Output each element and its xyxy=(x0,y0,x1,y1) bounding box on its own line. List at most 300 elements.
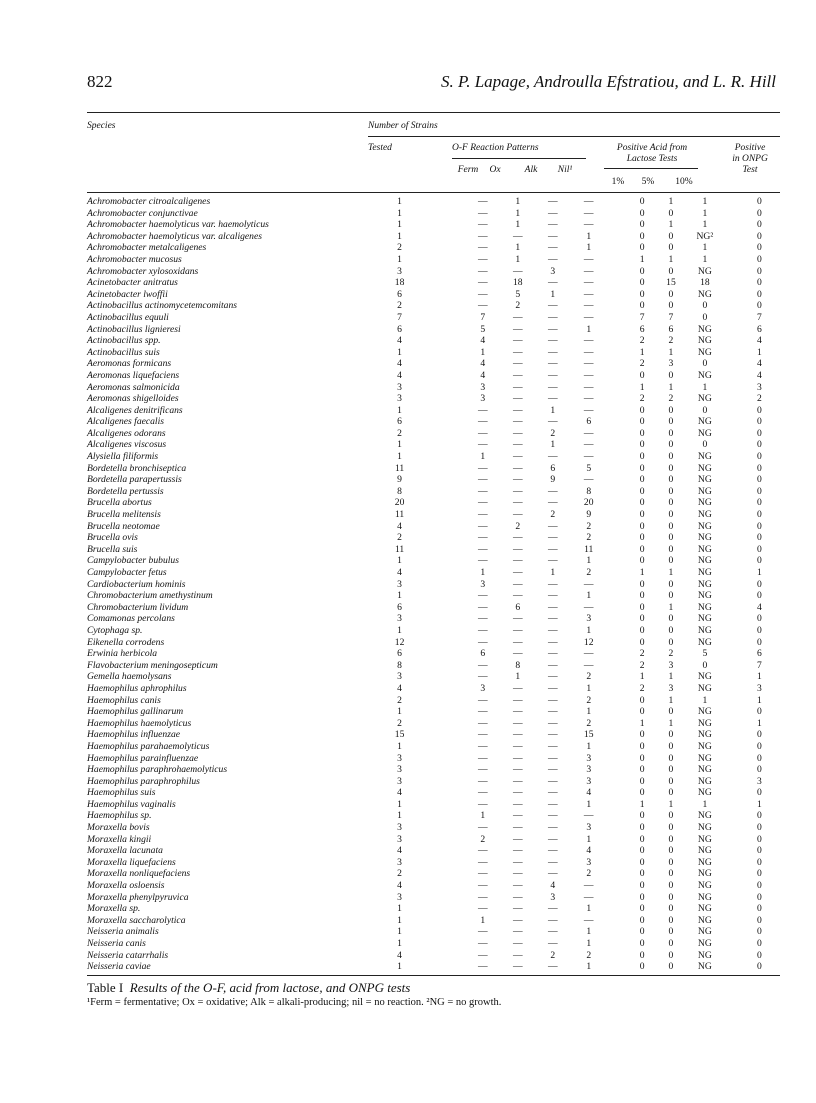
table-row xyxy=(87,509,780,521)
ox-value: — xyxy=(512,509,523,521)
tested-count: 3 xyxy=(397,578,402,590)
nil-value: — xyxy=(583,427,594,439)
onpg-value: 0 xyxy=(756,740,762,752)
acid-1pct: 0 xyxy=(639,416,645,428)
header-pct10: 10% xyxy=(675,177,693,187)
ferm-value: — xyxy=(478,416,488,428)
acid-1pct: 0 xyxy=(639,509,645,521)
onpg-value: 0 xyxy=(756,300,762,312)
acid-10pct: NG xyxy=(697,880,712,892)
species-name: Haemophilus parahaemolyticus xyxy=(87,740,210,752)
onpg-value: 0 xyxy=(756,949,762,961)
acid-10pct: 0 xyxy=(702,439,708,451)
header-bottom-rule xyxy=(87,192,780,193)
nil-value: — xyxy=(583,914,594,926)
ferm-value: — xyxy=(478,300,488,312)
acid-5pct: 0 xyxy=(668,485,674,497)
alk-value: 2 xyxy=(550,949,556,961)
onpg-value: 0 xyxy=(756,729,762,741)
ox-value: — xyxy=(512,914,523,926)
acid-5pct: 0 xyxy=(668,740,674,752)
table-row xyxy=(87,266,780,278)
species-name: Bordetella bronchiseptica xyxy=(87,462,187,474)
species-name: Moraxella sp. xyxy=(87,903,141,915)
nil-value: — xyxy=(583,891,594,903)
tested-count: 6 xyxy=(397,288,402,300)
onpg-value: 1 xyxy=(756,346,762,358)
acid-5pct: 0 xyxy=(668,926,674,938)
ox-value: — xyxy=(512,230,523,242)
ox-value: — xyxy=(512,648,523,660)
table-row xyxy=(87,579,780,591)
table-row xyxy=(87,590,780,602)
ferm-value: 4 xyxy=(480,358,486,370)
species-name: Alysiella filiformis xyxy=(87,451,159,463)
nil-value: 1 xyxy=(586,833,592,845)
ferm-value: — xyxy=(478,288,488,300)
ferm-value: — xyxy=(478,590,488,602)
tested-count: 1 xyxy=(397,404,402,416)
ox-value: — xyxy=(512,613,523,625)
table-row xyxy=(87,555,780,567)
tested-count: 1 xyxy=(397,740,402,752)
nil-value: 2 xyxy=(586,949,592,961)
alk-value: — xyxy=(547,369,558,381)
species-name: Haemophilus canis xyxy=(87,694,161,706)
acid-1pct: 0 xyxy=(639,833,645,845)
ox-value: — xyxy=(512,427,523,439)
ferm-value: — xyxy=(478,671,488,683)
onpg-value: 0 xyxy=(756,914,762,926)
onpg-value: 0 xyxy=(756,427,762,439)
acid-5pct: 1 xyxy=(668,196,674,207)
ferm-value: — xyxy=(478,775,488,787)
onpg-value: 0 xyxy=(756,891,762,903)
acid-1pct: 1 xyxy=(639,346,645,358)
ferm-value: — xyxy=(478,497,488,509)
table-row xyxy=(87,776,780,788)
table-row xyxy=(87,822,780,834)
acid-1pct: 1 xyxy=(639,671,645,683)
ox-value: — xyxy=(512,868,523,880)
acid-1pct: 2 xyxy=(639,335,645,347)
acid-1pct: 0 xyxy=(639,601,645,613)
species-name: Haemophilus paraphrohaemolyticus xyxy=(87,764,228,776)
species-name: Aeromonas formicans xyxy=(87,358,172,370)
nil-value: 1 xyxy=(586,926,592,938)
alk-value: — xyxy=(547,590,558,602)
tested-count: 3 xyxy=(397,822,402,834)
nil-value: — xyxy=(583,358,594,370)
species-name: Acinetobacter lwoffii xyxy=(87,288,168,300)
table-row xyxy=(87,637,780,649)
header-onpg-line2: in ONPG xyxy=(732,154,768,164)
acid-5pct: 0 xyxy=(668,856,674,868)
species-name: Aeromonas liquefaciens xyxy=(87,369,180,381)
acid-1pct: 0 xyxy=(639,242,645,254)
alk-value: — xyxy=(547,242,558,254)
header-species: Species xyxy=(87,121,116,131)
alk-value: — xyxy=(547,648,558,660)
species-name: Moraxella phenylpyruvica xyxy=(87,891,189,903)
acid-10pct: NG xyxy=(697,624,712,636)
acid-1pct: 2 xyxy=(639,659,645,671)
alk-value: — xyxy=(547,775,558,787)
nil-value: — xyxy=(583,381,594,393)
onpg-value: 4 xyxy=(756,358,762,370)
acid-5pct: 1 xyxy=(668,717,674,729)
nil-value: — xyxy=(583,659,594,671)
acid-5pct: 3 xyxy=(668,358,674,370)
acid-10pct: NG xyxy=(697,509,712,521)
species-name: Haemophilus paraphrophilus xyxy=(87,775,200,787)
ox-value: — xyxy=(512,381,523,393)
acid-10pct: NG xyxy=(697,613,712,625)
table-row xyxy=(87,300,780,312)
header-pct5: 5% xyxy=(641,177,655,187)
tested-count: 4 xyxy=(397,787,402,799)
alk-value: — xyxy=(547,659,558,671)
acid-1pct: 0 xyxy=(639,427,645,439)
acid-10pct: 0 xyxy=(702,300,708,312)
alk-value: — xyxy=(547,532,558,544)
nil-value: — xyxy=(583,300,594,312)
acid-10pct: NG xyxy=(697,590,712,602)
table-row xyxy=(87,254,780,266)
acid-5pct: 0 xyxy=(668,903,674,915)
alk-value: — xyxy=(547,277,558,289)
acid-5pct: 0 xyxy=(668,752,674,764)
alk-value: — xyxy=(547,311,558,323)
acid-10pct: NG xyxy=(697,335,712,347)
alk-value: 1 xyxy=(550,288,556,300)
nil-value: — xyxy=(583,451,594,463)
onpg-value: 0 xyxy=(756,752,762,764)
acid-5pct: 0 xyxy=(668,868,674,880)
tested-count: 7 xyxy=(397,311,402,323)
tested-count: 11 xyxy=(394,462,405,474)
nil-value: 11 xyxy=(584,543,594,555)
nil-value: 20 xyxy=(583,497,594,509)
acid-10pct: NG xyxy=(697,868,712,880)
alk-value: — xyxy=(547,636,558,648)
acid-10pct: NG xyxy=(697,288,712,300)
species-name: Achromobacter metalcaligenes xyxy=(87,242,207,254)
nil-value: 2 xyxy=(586,717,592,729)
tested-count: 9 xyxy=(397,474,402,486)
alk-value: — xyxy=(547,358,558,370)
species-name: Moraxella lacunata xyxy=(87,845,163,857)
nil-value: 5 xyxy=(586,462,592,474)
species-name: Moraxella saccharolytica xyxy=(87,914,186,926)
tested-count: 4 xyxy=(397,520,402,532)
acid-5pct: 1 xyxy=(668,346,674,358)
alk-value: — xyxy=(547,230,558,242)
acid-1pct: 2 xyxy=(639,682,645,694)
ferm-value: — xyxy=(478,601,488,613)
tested-count: 1 xyxy=(397,439,402,451)
species-name: Actinobacillus suis xyxy=(87,346,160,358)
table-row xyxy=(87,695,780,707)
ox-value: — xyxy=(512,265,523,277)
species-name: Neisseria canis xyxy=(87,938,146,949)
alk-value: — xyxy=(547,497,558,509)
onpg-value: 4 xyxy=(756,601,762,613)
nil-value: 1 xyxy=(586,590,592,602)
alk-value: — xyxy=(547,682,558,694)
alk-value: — xyxy=(547,903,558,915)
acid-5pct: 0 xyxy=(668,764,674,776)
acid-10pct: NG xyxy=(697,393,712,405)
acid-10pct: NG xyxy=(697,787,712,799)
table-row xyxy=(87,451,780,463)
table-row xyxy=(87,857,780,869)
acid-10pct: NG xyxy=(697,474,712,486)
acid-1pct: 1 xyxy=(639,253,645,265)
ferm-value: — xyxy=(478,509,488,521)
nil-value: — xyxy=(583,311,594,323)
ox-value: — xyxy=(512,938,523,949)
onpg-value: 0 xyxy=(756,613,762,625)
alk-value: — xyxy=(547,961,558,973)
nil-value: 1 xyxy=(586,903,592,915)
species-name: Achromobacter haemolyticus var. haemolyticus xyxy=(87,219,269,231)
alk-value: — xyxy=(547,624,558,636)
acid-10pct: NG xyxy=(697,775,712,787)
table-row xyxy=(87,613,780,625)
ox-value: — xyxy=(512,682,523,694)
table-row xyxy=(87,532,780,544)
tested-count: 1 xyxy=(397,196,402,207)
ferm-value: — xyxy=(478,845,488,857)
acid-10pct: NG xyxy=(697,485,712,497)
acid-10pct: 5 xyxy=(702,648,708,660)
ox-value: 2 xyxy=(515,300,521,312)
acid-5pct: 0 xyxy=(668,462,674,474)
ox-value: 8 xyxy=(515,659,521,671)
acid-10pct: NG xyxy=(697,416,712,428)
running-head: S. P. Lapage, Androulla Efstratiou, and L. R. Hill xyxy=(441,72,776,91)
nil-value: 6 xyxy=(586,416,592,428)
ferm-value: — xyxy=(478,868,488,880)
species-name: Bordetella parapertussis xyxy=(87,474,182,486)
acid-10pct: NG xyxy=(697,914,712,926)
onpg-value: 1 xyxy=(756,671,762,683)
acid-10pct: 1 xyxy=(702,207,708,219)
acid-5pct: 3 xyxy=(668,659,674,671)
tested-count: 4 xyxy=(397,880,402,892)
table-row xyxy=(87,219,780,231)
acid-10pct: NG xyxy=(697,555,712,567)
species-name: Haemophilus gallinarum xyxy=(87,706,184,718)
onpg-value: 0 xyxy=(756,451,762,463)
tested-count: 3 xyxy=(397,833,402,845)
acid-10pct: NG xyxy=(697,938,712,949)
onpg-value: 0 xyxy=(756,880,762,892)
alk-value: — xyxy=(547,381,558,393)
ferm-value: — xyxy=(478,926,488,938)
tested-count: 3 xyxy=(397,775,402,787)
header-nil: Nil¹ xyxy=(557,165,573,175)
acid-5pct: 0 xyxy=(668,300,674,312)
alk-value: — xyxy=(547,926,558,938)
ferm-value: 3 xyxy=(480,682,486,694)
ferm-value: 6 xyxy=(480,648,486,660)
ferm-value: — xyxy=(478,636,488,648)
acid-5pct: 1 xyxy=(668,671,674,683)
table-row xyxy=(87,289,780,301)
acid-1pct: 0 xyxy=(639,578,645,590)
header-of-patterns: O-F Reaction Patterns xyxy=(452,143,539,153)
alk-value: 6 xyxy=(550,462,556,474)
species-name: Achromobacter haemolyticus var. alcaligenes xyxy=(87,230,262,242)
acid-1pct: 0 xyxy=(639,196,645,207)
alk-value: — xyxy=(547,914,558,926)
acid-10pct: 1 xyxy=(702,253,708,265)
onpg-value: 0 xyxy=(756,532,762,544)
acid-1pct: 0 xyxy=(639,740,645,752)
table-footnote: ¹Ferm = fermentative; Ox = oxidative; Alk = alkali-producing; nil = no reaction. ²NG = no growth. xyxy=(87,997,502,1008)
nil-value: 1 xyxy=(586,961,592,973)
table-row xyxy=(87,521,780,533)
header-onpg-line1: Positive xyxy=(734,143,766,153)
acid-10pct: NG xyxy=(697,497,712,509)
header-acid xyxy=(604,143,700,165)
species-name: Alcaligenes odorans xyxy=(87,427,166,439)
acid-rule xyxy=(604,168,698,169)
onpg-value: 0 xyxy=(756,764,762,776)
tested-count: 2 xyxy=(397,242,402,254)
nil-value: — xyxy=(583,346,594,358)
ferm-value: 3 xyxy=(480,393,486,405)
table-row xyxy=(87,347,780,359)
acid-10pct: NG xyxy=(697,740,712,752)
ferm-value: — xyxy=(478,752,488,764)
table-row xyxy=(87,764,780,776)
tested-count: 20 xyxy=(394,497,405,509)
alk-value: — xyxy=(547,451,558,463)
acid-1pct: 0 xyxy=(639,369,645,381)
acid-10pct: NG xyxy=(697,833,712,845)
acid-10pct: NG xyxy=(697,369,712,381)
acid-1pct: 0 xyxy=(639,961,645,973)
alk-value: — xyxy=(547,613,558,625)
species-name: Actinobacillus actinomycetemcomitans xyxy=(87,300,237,312)
ferm-value: — xyxy=(478,555,488,567)
tested-count: 1 xyxy=(397,810,402,822)
acid-10pct: NG xyxy=(697,856,712,868)
acid-1pct: 2 xyxy=(639,358,645,370)
ox-value: — xyxy=(512,369,523,381)
alk-value: — xyxy=(547,671,558,683)
tested-count: 11 xyxy=(394,509,405,521)
acid-1pct: 0 xyxy=(639,555,645,567)
acid-5pct: 0 xyxy=(668,509,674,521)
ferm-value: — xyxy=(478,717,488,729)
ferm-value: — xyxy=(478,207,488,219)
acid-5pct: 0 xyxy=(668,416,674,428)
acid-10pct: NG xyxy=(697,822,712,834)
ferm-value: — xyxy=(478,485,488,497)
ferm-value: — xyxy=(478,439,488,451)
onpg-value: 0 xyxy=(756,219,762,231)
species-name: Actinobacillus equuli xyxy=(87,311,169,323)
table-caption xyxy=(87,980,410,996)
acid-10pct: NG xyxy=(697,752,712,764)
onpg-value: 0 xyxy=(756,578,762,590)
acid-5pct: 0 xyxy=(668,532,674,544)
table-row xyxy=(87,439,780,451)
species-name: Brucella ovis xyxy=(87,532,138,544)
ferm-value: — xyxy=(478,624,488,636)
alk-value: — xyxy=(547,787,558,799)
ferm-value: — xyxy=(478,219,488,231)
onpg-value: 0 xyxy=(756,509,762,521)
onpg-value: 0 xyxy=(756,253,762,265)
species-name: Bordetella pertussis xyxy=(87,485,164,497)
ferm-value: — xyxy=(478,787,488,799)
nil-value: — xyxy=(583,578,594,590)
species-name: Aeromonas shigelloides xyxy=(87,393,179,405)
nil-value: — xyxy=(583,439,594,451)
nil-value: 1 xyxy=(586,938,592,949)
acid-5pct: 1 xyxy=(668,567,674,578)
nil-value: 8 xyxy=(586,485,592,497)
acid-10pct: NG xyxy=(697,903,712,915)
ferm-value: — xyxy=(478,196,488,207)
tested-count: 1 xyxy=(397,914,402,926)
tested-count: 1 xyxy=(397,706,402,718)
strains-rule xyxy=(368,136,780,137)
alk-value: — xyxy=(547,717,558,729)
tested-count: 4 xyxy=(397,682,402,694)
nil-value: 1 xyxy=(586,230,592,242)
tested-count: 2 xyxy=(397,868,402,880)
acid-1pct: 1 xyxy=(639,567,645,578)
acid-1pct: 0 xyxy=(639,845,645,857)
acid-5pct: 0 xyxy=(668,207,674,219)
acid-10pct: 1 xyxy=(702,219,708,231)
acid-5pct: 0 xyxy=(668,914,674,926)
acid-1pct: 0 xyxy=(639,543,645,555)
table-row xyxy=(87,787,780,799)
acid-1pct: 0 xyxy=(639,462,645,474)
onpg-value: 0 xyxy=(756,961,762,973)
ox-value: 6 xyxy=(515,601,521,613)
onpg-value: 0 xyxy=(756,439,762,451)
acid-5pct: 0 xyxy=(668,880,674,892)
acid-1pct: 0 xyxy=(639,729,645,741)
species-name: Haemophilus suis xyxy=(87,787,156,799)
ox-value: — xyxy=(512,810,523,822)
acid-5pct: 0 xyxy=(668,938,674,949)
species-name: Haemophilus influenzae xyxy=(87,729,180,741)
nil-value: — xyxy=(583,648,594,660)
alk-value: — xyxy=(547,196,558,207)
onpg-value: 3 xyxy=(756,381,762,393)
ferm-value: — xyxy=(478,277,488,289)
acid-10pct: NG xyxy=(697,891,712,903)
table-row xyxy=(87,799,780,811)
ferm-value: 1 xyxy=(480,567,486,578)
nil-value: 2 xyxy=(586,694,592,706)
species-name: Haemophilus parainfluenzae xyxy=(87,752,199,764)
alk-value: 4 xyxy=(550,880,556,892)
tested-count: 8 xyxy=(397,485,402,497)
acid-1pct: 0 xyxy=(639,624,645,636)
acid-1pct: 0 xyxy=(639,300,645,312)
header-ferm: Ferm xyxy=(457,165,479,175)
